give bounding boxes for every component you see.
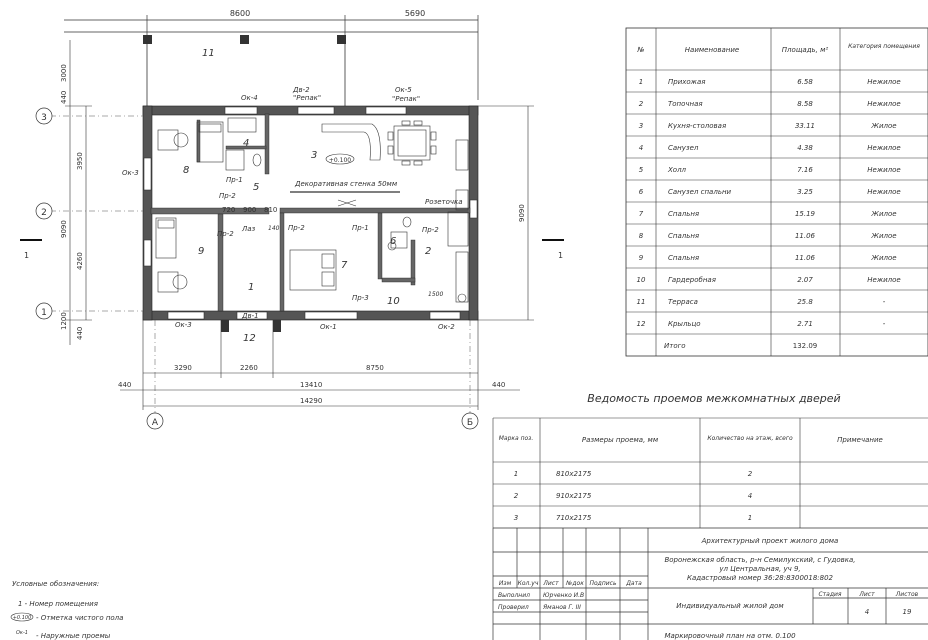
room-table-cell: 2 bbox=[638, 100, 644, 108]
svg-text:720: 720 bbox=[222, 206, 236, 214]
room-number-2: 2 bbox=[425, 246, 432, 257]
svg-text:14290: 14290 bbox=[300, 397, 323, 405]
hob-note: Розеточка bbox=[425, 198, 463, 206]
room-number-4: 4 bbox=[243, 138, 250, 149]
svg-text:Количество на этаж, всего: Количество на этаж, всего bbox=[707, 435, 793, 442]
room-table-cell: Жилое bbox=[871, 254, 897, 262]
room-table-cell: 6 bbox=[638, 188, 644, 196]
svg-text:"Репак": "Репак" bbox=[392, 95, 421, 103]
svg-text:Размеры проема, мм: Размеры проема, мм bbox=[581, 436, 659, 444]
svg-text:2: 2 bbox=[41, 208, 47, 218]
axis-bubble-a bbox=[147, 413, 163, 429]
room-table-cell: Кухня-столовая bbox=[668, 122, 727, 130]
room-table-cell: 33.11 bbox=[794, 122, 816, 130]
room-table-cell: Нежилое bbox=[867, 276, 901, 284]
level-mark bbox=[326, 154, 354, 164]
room-table-cell: Санузел спальни bbox=[668, 188, 732, 196]
svg-text:Лист: Лист bbox=[543, 580, 559, 587]
room-number-5: 5 bbox=[253, 182, 260, 193]
svg-text:Кадастровый номер 36:28:830001: Кадастровый номер 36:28:8300018:802 bbox=[686, 574, 834, 582]
room-table-cell: Спальня bbox=[668, 232, 700, 240]
room-table-rows bbox=[637, 78, 901, 328]
room-table-header-category: Категория помещения bbox=[848, 43, 920, 50]
svg-text:440: 440 bbox=[492, 381, 506, 389]
room-table-cell: 11 bbox=[636, 298, 646, 306]
axis-bubble-3 bbox=[36, 108, 52, 124]
svg-text:Дв-1: Дв-1 bbox=[242, 312, 259, 320]
room-number-1: 1 bbox=[248, 282, 255, 293]
room-table-cell: Прихожая bbox=[668, 78, 706, 86]
svg-text:Изм: Изм bbox=[498, 580, 512, 587]
terrace-columns bbox=[143, 35, 346, 44]
svg-text:Листов: Листов bbox=[895, 591, 919, 598]
door-table-cell: 910х2175 bbox=[556, 492, 592, 500]
svg-text:Пр-3: Пр-3 bbox=[352, 294, 369, 302]
svg-text:Маркировочный план на отм. 0.1: Маркировочный план на отм. 0.100 bbox=[664, 632, 796, 640]
svg-text:Пр-2: Пр-2 bbox=[422, 226, 439, 234]
door-table-cell: 2 bbox=[513, 492, 519, 500]
room-table-cell: Санузел bbox=[668, 144, 699, 152]
svg-text:9090: 9090 bbox=[518, 204, 526, 222]
room-table-cell: 8.58 bbox=[797, 100, 813, 108]
svg-text:440: 440 bbox=[76, 326, 84, 340]
door-table-cell: 4 bbox=[747, 492, 753, 500]
svg-text:4: 4 bbox=[864, 608, 870, 616]
door-table-cell: 3 bbox=[513, 514, 519, 522]
svg-text:ул Центральная, уч 9,: ул Центральная, уч 9, bbox=[719, 565, 801, 573]
svg-text:А: А bbox=[151, 418, 159, 428]
svg-text:4260: 4260 bbox=[76, 252, 84, 270]
svg-text:Лаз: Лаз bbox=[242, 225, 256, 233]
room-table-cell: 4.38 bbox=[797, 144, 813, 152]
room-table bbox=[626, 28, 928, 356]
room-number-10: 10 bbox=[387, 296, 400, 307]
room-table-cell: Нежилое bbox=[867, 78, 901, 86]
dim-top-2: 5690 bbox=[404, 9, 426, 18]
svg-text:Пр-2: Пр-2 bbox=[219, 192, 236, 200]
svg-text:Ок-1: Ок-1 bbox=[320, 323, 337, 331]
room-number-11: 11 bbox=[202, 48, 215, 59]
room-table-cell: 12 bbox=[636, 320, 646, 328]
svg-text:140: 140 bbox=[268, 225, 280, 232]
svg-text:Ок-2: Ок-2 bbox=[438, 323, 455, 331]
room-number-9: 9 bbox=[198, 246, 205, 257]
svg-text:19: 19 bbox=[902, 608, 912, 616]
title-block bbox=[493, 528, 928, 640]
svg-text:- Наружные проемы: - Наружные проемы bbox=[36, 632, 111, 640]
svg-text:- Отметка чистого пола: - Отметка чистого пола bbox=[36, 614, 124, 622]
room-table-cell: Спальня bbox=[668, 210, 700, 218]
svg-text:900: 900 bbox=[243, 206, 257, 214]
svg-text:Условные обозначения:: Условные обозначения: bbox=[12, 580, 100, 588]
svg-text:+0.100: +0.100 bbox=[328, 157, 352, 164]
room-number-7: 7 bbox=[341, 260, 348, 271]
axis-bubble-1 bbox=[36, 303, 52, 319]
interior-walls bbox=[151, 114, 470, 311]
room-table-cell: 9 bbox=[638, 254, 644, 262]
room-table-cell: Терраса bbox=[668, 298, 698, 306]
svg-text:Индивидуальный жилой дом: Индивидуальный жилой дом bbox=[676, 602, 784, 610]
axis-bubble-2 bbox=[36, 203, 52, 219]
svg-text:Проверил: Проверил bbox=[498, 604, 529, 611]
svg-text:13410: 13410 bbox=[300, 381, 323, 389]
room-table-cell: - bbox=[882, 320, 886, 328]
svg-text:Яманов Г. III: Яманов Г. III bbox=[543, 604, 581, 611]
svg-text:№док: №док bbox=[566, 580, 584, 587]
svg-text:Б: Б bbox=[466, 418, 474, 428]
svg-text:Пр-1: Пр-1 bbox=[352, 224, 369, 232]
room-table-cell: 7.16 bbox=[797, 166, 813, 174]
room-table-total-label: Итого bbox=[664, 342, 686, 350]
door-table-cell: 1 bbox=[747, 514, 753, 522]
room-number-12: 12 bbox=[243, 333, 256, 344]
svg-text:Дата: Дата bbox=[626, 580, 642, 587]
svg-text:Дв-2: Дв-2 bbox=[293, 86, 310, 94]
room-table-cell: Топочная bbox=[668, 100, 703, 108]
room-table-cell: 3 bbox=[638, 122, 644, 130]
room-table-header-area: Площадь, м² bbox=[781, 46, 829, 54]
svg-text:1: 1 bbox=[24, 251, 30, 260]
bed-room-7 bbox=[290, 250, 336, 290]
svg-text:Кол.уч: Кол.уч bbox=[517, 580, 539, 587]
svg-text:3950: 3950 bbox=[76, 152, 84, 170]
svg-text:Марка поз.: Марка поз. bbox=[498, 435, 534, 442]
svg-text:Стадия: Стадия bbox=[818, 591, 842, 598]
left-dimensions bbox=[65, 40, 92, 345]
room-table-cell: Нежилое bbox=[867, 100, 901, 108]
room-table-cell: 3.25 bbox=[797, 188, 813, 196]
dim-top-1: 8600 bbox=[229, 9, 251, 18]
floor-plan bbox=[20, 9, 564, 429]
room-table-cell: Жилое bbox=[871, 122, 897, 130]
bed-room-9 bbox=[156, 218, 187, 292]
svg-text:1500: 1500 bbox=[428, 291, 444, 298]
svg-text:Ок-3: Ок-3 bbox=[122, 169, 139, 177]
svg-text:Ок-4: Ок-4 bbox=[241, 94, 258, 102]
room-table-header-num: № bbox=[637, 46, 645, 54]
grid-axes bbox=[50, 116, 470, 414]
door-table-rows bbox=[514, 470, 753, 522]
svg-text:Примечание: Примечание bbox=[837, 436, 883, 444]
room-table-cell: 11.06 bbox=[794, 254, 816, 262]
svg-text:3: 3 bbox=[41, 113, 47, 123]
legend bbox=[11, 580, 123, 640]
svg-text:"Репак": "Репак" bbox=[293, 94, 322, 102]
room-number-3: 3 bbox=[311, 150, 318, 161]
room-table-cell: 10 bbox=[636, 276, 646, 284]
room-table-cell: 4 bbox=[638, 144, 644, 152]
svg-text:Ок-3: Ок-3 bbox=[175, 321, 192, 329]
svg-text:810: 810 bbox=[264, 206, 278, 214]
room-table-total-value: 132.09 bbox=[792, 342, 818, 350]
svg-text:3000: 3000 bbox=[60, 64, 68, 82]
svg-text:1: 1 bbox=[41, 308, 47, 318]
svg-text:440: 440 bbox=[60, 90, 68, 104]
svg-text:440: 440 bbox=[118, 381, 132, 389]
room-table-cell: 11.06 bbox=[794, 232, 816, 240]
porch-columns bbox=[221, 320, 281, 332]
room-table-cell: 7 bbox=[638, 210, 644, 218]
room-table-cell: Нежилое bbox=[867, 166, 901, 174]
inner-dimensions bbox=[222, 206, 277, 214]
wall-note: Декоративная стенка 50мм bbox=[295, 180, 398, 188]
room-table-cell: Крыльцо bbox=[668, 320, 701, 328]
bed-room-8 bbox=[158, 122, 223, 162]
room-table-cell: Жилое bbox=[871, 210, 897, 218]
room-number-8: 8 bbox=[183, 165, 190, 176]
svg-text:Выполнил: Выполнил bbox=[498, 592, 530, 599]
svg-text:Воронежская область, р-н Семил: Воронежская область, р-н Семилукский, с Гудовка, bbox=[664, 556, 856, 564]
room-table-cell: Жилое bbox=[871, 232, 897, 240]
svg-text:Ок-5: Ок-5 bbox=[395, 86, 412, 94]
door-table-cell: 710х2175 bbox=[556, 514, 592, 522]
room-table-cell: 2.71 bbox=[797, 320, 813, 328]
door-table-title: Ведомость проемов межкомнатных дверей bbox=[587, 392, 841, 405]
door-table-cell: 1 bbox=[513, 470, 519, 478]
room-table-cell: Нежилое bbox=[867, 144, 901, 152]
room-table-header-name: Наименование bbox=[684, 46, 740, 54]
svg-text:Пр-1: Пр-1 bbox=[226, 176, 243, 184]
svg-text:Пр-2: Пр-2 bbox=[288, 224, 305, 232]
svg-text:1200: 1200 bbox=[60, 312, 68, 330]
svg-text:2260: 2260 bbox=[240, 364, 258, 372]
room-number-6: 6 bbox=[390, 236, 397, 247]
svg-text:Лист: Лист bbox=[859, 591, 875, 598]
svg-text:1: 1 bbox=[558, 251, 564, 260]
svg-text:9090: 9090 bbox=[60, 220, 68, 238]
door-table-cell: 810х2175 bbox=[556, 470, 592, 478]
svg-text:Подпись: Подпись bbox=[589, 580, 617, 587]
svg-text:1 - Номер помещения: 1 - Номер помещения bbox=[18, 600, 98, 608]
svg-text:8750: 8750 bbox=[366, 364, 384, 372]
room-table-cell: 5 bbox=[638, 166, 644, 174]
svg-text:3290: 3290 bbox=[174, 364, 192, 372]
door-table bbox=[493, 418, 928, 528]
room-table-cell: - bbox=[882, 298, 886, 306]
door-table-cell: 2 bbox=[747, 470, 753, 478]
room-table-cell: 15.19 bbox=[794, 210, 816, 218]
room-table-cell: Гардеробная bbox=[668, 276, 716, 284]
room-table-cell: 1 bbox=[638, 78, 644, 86]
room-table-cell: 6.58 bbox=[797, 78, 813, 86]
axis-bubble-b bbox=[462, 413, 478, 429]
room-table-cell: 8 bbox=[638, 232, 644, 240]
svg-text:Юрченко И.В: Юрченко И.В bbox=[543, 592, 585, 599]
svg-text:Архитектурный проект жилого до: Архитектурный проект жилого дома bbox=[701, 537, 839, 545]
svg-text:Ок-1: Ок-1 bbox=[16, 630, 28, 636]
room-table-cell: 2.07 bbox=[797, 276, 813, 284]
room-table-cell: Холл bbox=[668, 166, 687, 174]
svg-text:Пр-2: Пр-2 bbox=[217, 230, 234, 238]
room-table-cell: 25.8 bbox=[797, 298, 813, 306]
room-table-cell: Нежилое bbox=[867, 188, 901, 196]
top-dimensions bbox=[64, 15, 478, 100]
room-table-cell: Спальня bbox=[668, 254, 700, 262]
svg-text:+0.100: +0.100 bbox=[12, 615, 32, 621]
